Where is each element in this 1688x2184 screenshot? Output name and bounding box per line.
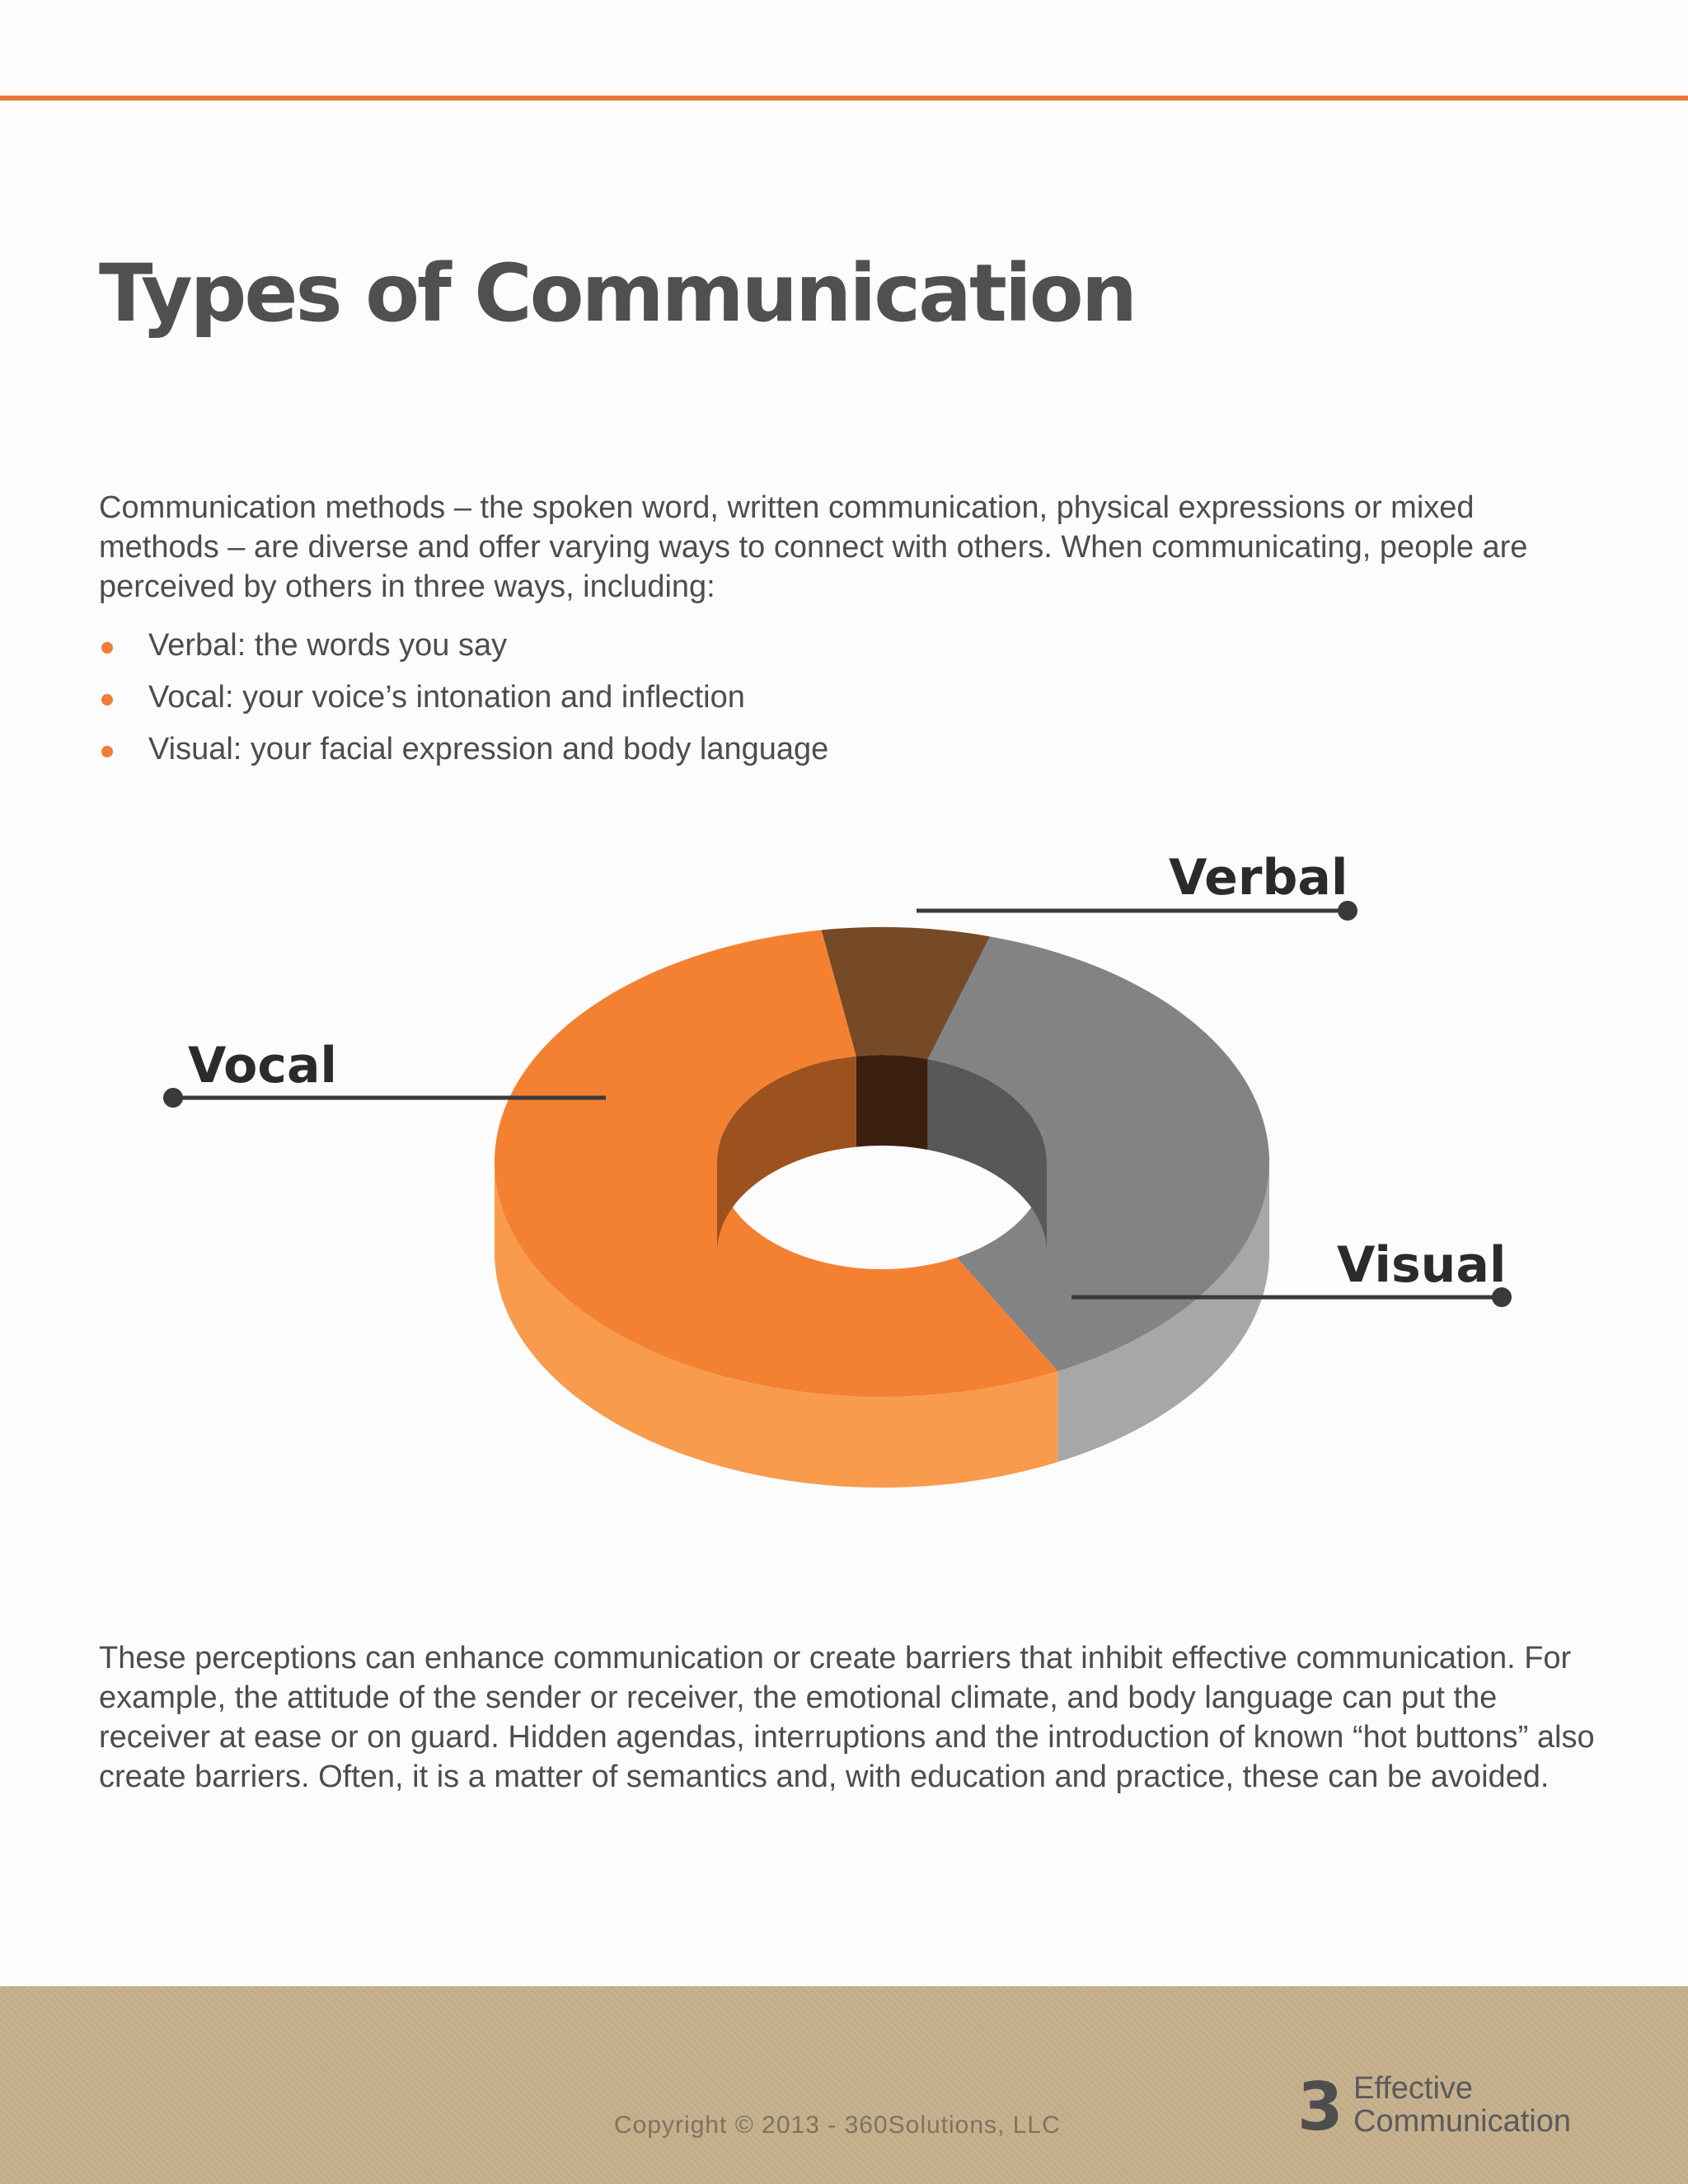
bullet-icon [101,746,113,757]
bullet-icon [101,642,113,654]
document-title [1353,2072,1571,2138]
footer [0,1986,1688,2184]
list-item-text: Vocal: your voice’s intonation and inflection [148,680,745,715]
slice-label-verbal: Verbal [1169,849,1348,907]
intro-paragraph: Communication methods – the spoken word, written communication, physical expressions or mixed methods – are diverse and offer varying ways to connect with others. When communicating, people are perceived by others in three ways, including: [99,490,1528,604]
closing-paragraph: These perceptions can enhance communication or create barriers that inhibit effective communication. For example, the attitude of the sender or receiver, the emotional climate, and body language can put the receiver at ease or on guard. Hidden agendas, interruptions and the introduction of known “hot buttons” also create barriers. Often, it is a matter of semantics and, with education and practice, these can be avoided. [99,1641,1595,1794]
document-title-line1: Effective [1353,2071,1474,2106]
list-item [99,724,828,776]
donut-inner-verbal [856,1055,928,1150]
slice-label-vocal: Vocal [188,1037,337,1094]
page-title: Types of Communication [99,247,1136,340]
list-item [99,672,828,724]
bullet-icon [101,694,113,705]
document-title-line2: Communication [1353,2104,1571,2139]
list-item [99,620,828,672]
list-item-text: Verbal: the words you say [148,628,508,663]
donut-chart [0,791,1688,1566]
leader-dot-vocal [163,1088,183,1108]
perception-list [99,620,828,776]
list-item-text: Visual: your facial expression and body language [148,732,829,766]
top-rule [0,96,1688,101]
page-number: 3 [1297,2069,1343,2145]
slice-label-visual: Visual [1337,1236,1507,1294]
copyright-text: Copyright © 2013 - 360Solutions, LLC [614,2111,1061,2139]
